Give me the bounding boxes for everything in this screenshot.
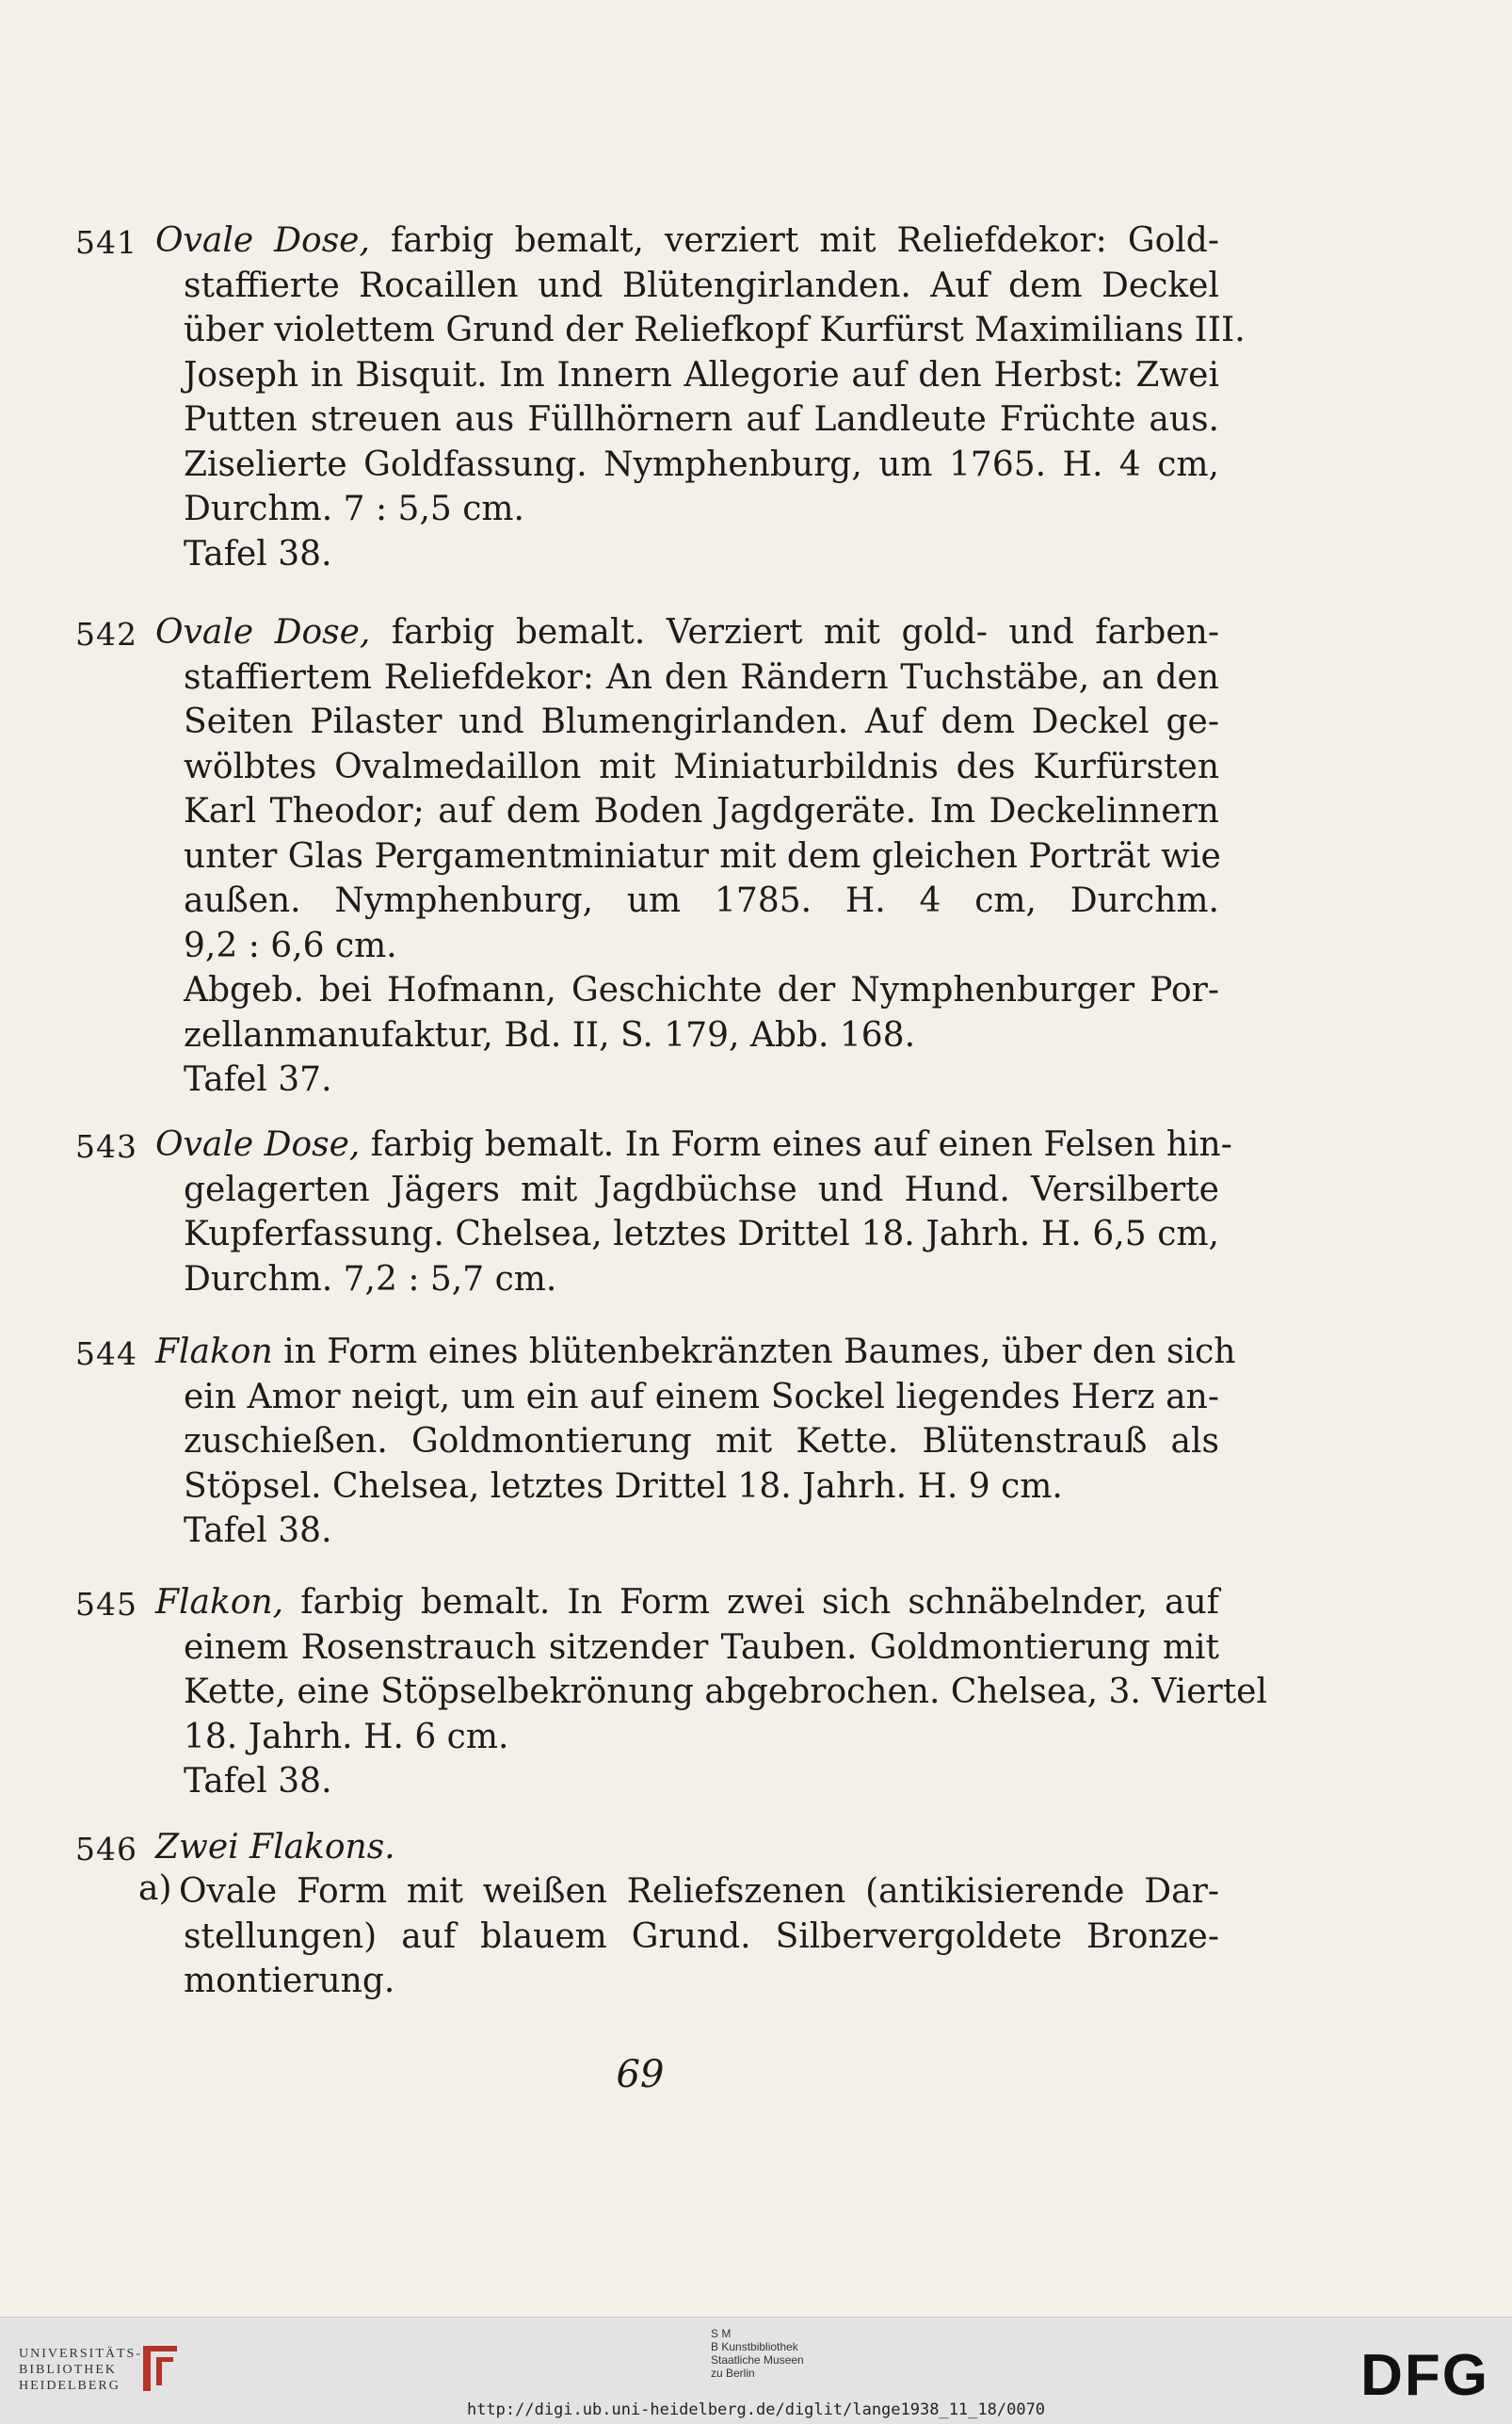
page-number: 69 — [616, 2053, 665, 2096]
sub-entry-line: stellungen) auf blauem Grund. Silbervergoldete Bronze- — [184, 1916, 1219, 1956]
entry-lines — [155, 610, 1221, 1103]
entry-line — [184, 1212, 1219, 1257]
entry-text: Karl Theodor; auf dem Boden Jagdgeräte. Im Deckelinnern — [184, 792, 1219, 831]
university-line: HEIDELBERG — [19, 2379, 121, 2393]
entry-title: Ovale Dose, — [155, 1125, 361, 1164]
entry-text: Stöpsel. Chelsea, letztes Drittel 18. Jahrh. H. 9 cm. — [184, 1466, 1063, 1506]
entry-line — [184, 1257, 1219, 1302]
entry-title: Flakon — [155, 1333, 273, 1371]
entry-number: 544 — [75, 1335, 137, 1372]
library-line: S M — [711, 2327, 732, 2340]
entry-line — [184, 532, 1219, 577]
entry-text: Durchm. 7 : 5,5 cm. — [184, 490, 524, 528]
library-line: zu Berlin — [711, 2367, 755, 2380]
university-library-name[interactable] — [19, 2346, 142, 2394]
entry-text: über violettem Grund der Reliefkopf Kurfürst Maximilians III. — [184, 311, 1246, 349]
sub-entry-label: a) — [138, 1869, 172, 1908]
entry-line — [184, 1464, 1219, 1510]
entry-line — [184, 745, 1219, 790]
entry-line — [184, 655, 1219, 701]
entry-text: farbig bemalt. In Form eines auf einen Felsen hin- — [360, 1125, 1232, 1164]
entry-text: Tafel 38. — [184, 534, 332, 574]
entry-number: 545 — [75, 1586, 137, 1623]
entry-line — [184, 1509, 1219, 1554]
entry-number: 543 — [75, 1128, 137, 1165]
entry-text: staffierte Rocaillen und Blütengirlanden. Auf dem Deckel — [184, 266, 1219, 305]
entry-text: zellanmanufaktur, Bd. II, S. 179, Abb. 168. — [184, 1015, 916, 1055]
entry-line — [184, 487, 1219, 532]
entry-line — [184, 264, 1219, 309]
entry-title: Flakon, — [155, 1583, 284, 1622]
entry-line — [184, 443, 1219, 488]
entry-line — [155, 1330, 1236, 1375]
entry-title: Ovale Dose, — [155, 613, 371, 652]
entry-line — [184, 789, 1219, 834]
entry-text: Durchm. 7,2 : 5,7 cm. — [184, 1259, 557, 1299]
entry-line — [155, 610, 1219, 655]
entry-line — [184, 1759, 1219, 1804]
entry-title: Ovale Dose, — [155, 221, 370, 260]
entry-line — [184, 1419, 1219, 1464]
entry-line — [184, 834, 1219, 880]
entry-line — [184, 700, 1219, 745]
entry-line — [184, 1670, 1267, 1715]
entry-line — [184, 1168, 1219, 1213]
entry-text: ein Amor neigt, um ein auf einem Sockel liegendes Herz an- — [184, 1377, 1219, 1416]
entry-text: Kupferfassung. Chelsea, letztes Drittel 18. Jahrh. H. 6,5 cm, — [184, 1215, 1219, 1253]
entry-text: staffiertem Reliefdekor: An den Rändern Tuchstäbe, an den — [184, 657, 1219, 697]
entry-text: 18. Jahrh. H. 6 cm. — [184, 1717, 509, 1756]
entry-line — [184, 968, 1219, 1013]
entry-text: außen. Nymphenburg, um 1785. H. 4 cm, Durchm. — [184, 881, 1219, 920]
sub-entry-lines — [179, 1869, 1219, 2004]
entry-text: Joseph in Bisquit. Im Innern Allegorie auf den Herbst: Zwei — [184, 355, 1219, 395]
entry-text: Ziselierte Goldfassung. Nymphenburg, um 1765. H. 4 cm, — [184, 444, 1219, 484]
university-line: UNIVERSITÄTS- — [19, 2347, 142, 2361]
entry-number: 546 — [75, 1831, 137, 1867]
university-logo-icon[interactable] — [139, 2340, 181, 2397]
dfg-logo[interactable]: DFG — [1360, 2343, 1489, 2408]
entry-line — [184, 353, 1219, 398]
entry-line — [184, 397, 1219, 443]
kunstbibliothek-credit — [711, 2327, 804, 2380]
entry-line — [155, 1580, 1219, 1625]
entry-text: gelagerten Jägers mit Jagdbüchse und Hund. Versilberte — [184, 1170, 1219, 1209]
entry-line — [184, 1013, 1219, 1058]
entry-line — [184, 924, 1219, 969]
entry-line — [184, 308, 1246, 353]
entry-line — [184, 1375, 1219, 1420]
entry-lines — [155, 1123, 1232, 1301]
entry-text: Kette, eine Stöpselbekrönung abgebrochen. Chelsea, 3. Viertel — [184, 1673, 1267, 1711]
entry-text: farbig bemalt, verziert mit Reliefdekor: Gold- — [369, 221, 1219, 260]
entry-lines — [155, 1580, 1267, 1804]
permalink-url[interactable]: http://digi.ub.uni-heidelberg.de/diglit/lange1938_11_18/0070 — [466, 2400, 1046, 2419]
footer-bar — [0, 2317, 1512, 2424]
entry-text: Seiten Pilaster und Blumengirlanden. Auf dem Deckel ge- — [184, 703, 1219, 741]
entry-text: Tafel 38. — [184, 1511, 332, 1550]
entry-number: 541 — [75, 224, 137, 261]
entry-line — [155, 1825, 1219, 1870]
library-line: Staatliche Museen — [711, 2353, 804, 2367]
entry-text: wölbtes Ovalmedaillon mit Miniaturbildnis des Kurfürsten — [184, 747, 1219, 786]
entry-line — [184, 879, 1219, 924]
entry-text: unter Glas Pergamentminiatur mit dem gleichen Porträt wie — [184, 836, 1221, 876]
entry-text: farbig bemalt. Verziert mit gold- und farben- — [370, 613, 1219, 652]
entry-title: Zwei Flakons. — [155, 1828, 395, 1866]
university-line: BIBLIOTHEK — [19, 2363, 117, 2377]
entry-text: Putten streuen aus Füllhörnern auf Landleute Früchte aus. — [184, 400, 1219, 439]
entry-line — [184, 1625, 1219, 1671]
sub-entry-line: montierung. — [184, 1962, 395, 2000]
entry-line — [184, 1715, 1219, 1760]
entry-line — [184, 1058, 1219, 1103]
entry-text: einem Rosenstrauch sitzender Tauben. Goldmontierung mit — [184, 1627, 1219, 1667]
entry-text: Tafel 37. — [184, 1060, 332, 1099]
entry-lines — [155, 1330, 1236, 1554]
entry-number: 542 — [75, 616, 137, 653]
entry-text: Tafel 38. — [184, 1762, 332, 1801]
entry-lines — [155, 218, 1246, 576]
library-line: B Kunstbibliothek — [711, 2340, 798, 2353]
entry-line — [155, 1123, 1232, 1168]
entry-text: zuschießen. Goldmontierung mit Kette. Blütenstrauß als — [184, 1422, 1219, 1461]
entry-text: Abgeb. bei Hofmann, Geschichte der Nymphenburger Por- — [184, 971, 1219, 1010]
entry-text: farbig bemalt. In Form zwei sich schnäbelnder, auf — [283, 1583, 1219, 1622]
entry-lines — [155, 1825, 1219, 1870]
entry-text: 9,2 : 6,6 cm. — [184, 926, 397, 965]
entry-line — [155, 218, 1219, 264]
entry-text: in Form eines blütenbekränzten Baumes, über den sich — [272, 1333, 1236, 1371]
sub-entry-line: Ovale Form mit weißen Reliefszenen (antikisierende Dar- — [179, 1872, 1219, 1911]
